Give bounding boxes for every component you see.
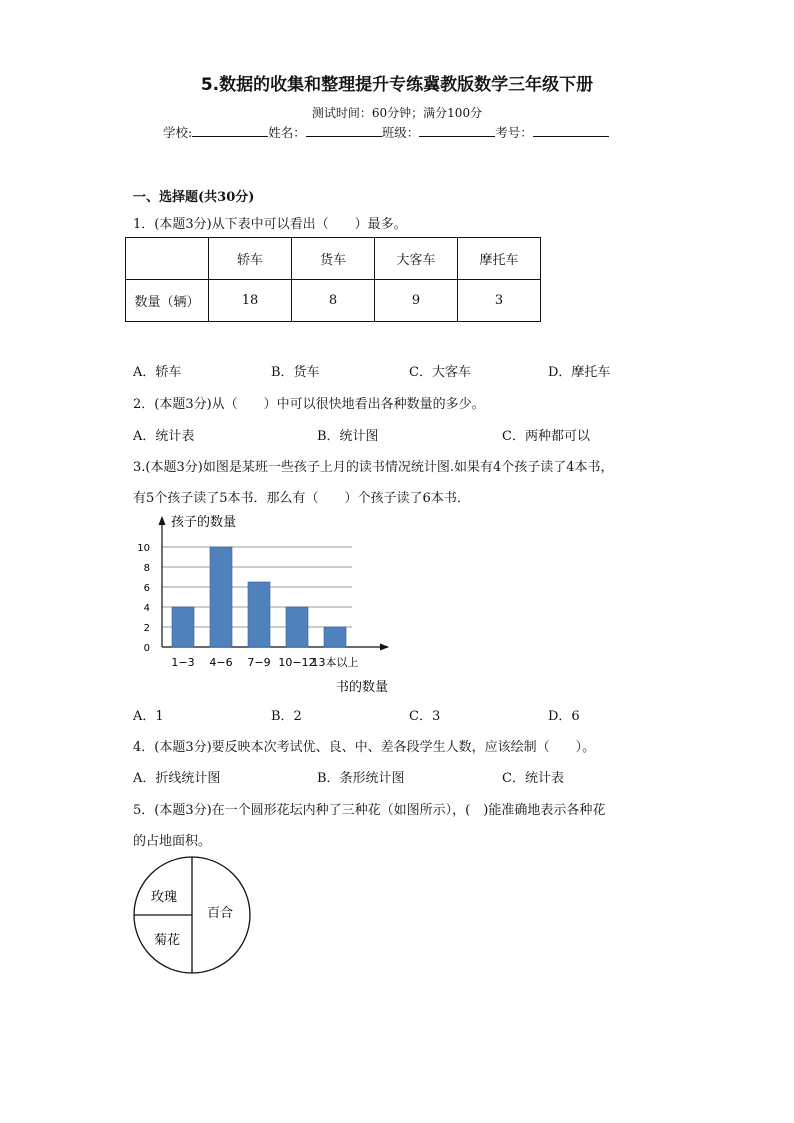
table-cell: 9 [375,280,458,322]
q3-option-d[interactable]: D．6 [548,709,580,724]
q4-option-b[interactable]: B．条形统计图 [317,771,405,786]
q1-option-c[interactable]: C．大客车 [409,365,471,380]
question-2-text: 2．(本题3分)从（ ）中可以很快地看出各种数量的多少。 [133,397,485,412]
question-3-text-line1: 3.(本题3分)如图是某班一些孩子上月的读书情况统计图.如果有4个孩子读了4本书， [133,460,614,475]
x-tick-label: 4−6 [209,656,233,669]
table-header-cell: 大客车 [375,238,458,280]
table-row [126,280,541,322]
table-cell: 8 [292,280,375,322]
x-tick-label: 10−12 [278,656,316,669]
q1-option-d[interactable]: D．摩托车 [548,365,611,380]
question-3-text-line2: 有5个孩子读了5本书．那么有（ ）个孩子读了6本书． [133,491,470,506]
q2-option-c[interactable]: C．两种都可以 [502,429,590,444]
y-axis-arrow [159,516,166,525]
name-label: 姓名： [268,125,306,140]
rose-label: 玫瑰 [150,890,178,905]
bar [248,582,270,647]
chrysanthemum-label: 菊花 [153,933,181,948]
class-blank[interactable] [419,123,495,137]
reading-bar-chart [120,505,410,700]
y-tick-label: 4 [143,603,150,614]
y-axis-title: 孩子的数量 [171,515,237,530]
exam-blank[interactable] [533,123,609,137]
y-tick-label: 8 [143,563,150,574]
lily-label: 百合 [206,906,234,921]
question-5-text-line1: 5．(本题3分)在一个圆形花坛内种了三种花（如图所示），( )能准确地表示各种花 [133,803,606,818]
q1-option-b[interactable]: B．货车 [271,365,320,380]
table-header-cell [126,238,209,280]
test-info: 测试时间：60分钟；满分100分 [311,106,483,120]
x-tick-label: 13本以上 [311,656,359,669]
exam-label: 考号： [495,125,533,140]
table-header-row [126,238,541,280]
q4-option-a[interactable]: A．折线统计图 [133,771,221,786]
q3-option-a[interactable]: A．1 [133,709,164,724]
section-title: 一、选择题(共30分) [133,190,255,205]
school-blank[interactable] [192,123,268,137]
table-header-cell: 摩托车 [458,238,541,280]
bar [286,607,308,647]
table-header-cell: 货车 [292,238,375,280]
q3-option-b[interactable]: B．2 [271,709,302,724]
student-info-line [163,123,609,141]
question-5-text-line2: 的占地面积。 [133,834,212,849]
bar [172,607,194,647]
page-title: 5.数据的收集和整理提升专练冀教版数学三年级下册 [200,75,594,95]
class-label: 班级： [381,125,420,140]
x-tick-label: 1−3 [171,656,195,669]
y-tick-label: 2 [143,623,150,634]
vehicle-table [125,237,541,322]
q1-option-a[interactable]: A．轿车 [133,365,182,380]
y-tick-label: 10 [137,543,150,554]
x-axis-arrow [380,644,389,651]
q2-option-b[interactable]: B．统计图 [317,429,379,444]
q3-option-c[interactable]: C．3 [409,709,441,724]
table-cell: 3 [458,280,541,322]
question-1-text: 1．(本题3分)从下表中可以看出（ ）最多。 [133,217,407,232]
school-label: 学校: [163,125,193,140]
table-header-cell: 轿车 [209,238,292,280]
name-blank[interactable] [306,123,382,137]
q2-option-a[interactable]: A．统计表 [133,429,195,444]
flower-bed-circle [130,853,254,977]
x-tick-label: 7−9 [247,656,271,669]
table-row-label: 数量（辆） [126,280,209,322]
bar [324,627,346,647]
x-axis-title: 书的数量 [335,680,389,695]
y-tick-label: 0 [143,643,150,654]
bar [210,547,232,647]
table-cell: 18 [209,280,292,322]
q4-option-c[interactable]: C．统计表 [502,771,564,786]
question-4-text: 4．(本题3分)要反映本次考试优、良、中、差各段学生人数，应该绘制（ ）。 [133,740,596,755]
y-tick-label: 6 [143,583,150,594]
